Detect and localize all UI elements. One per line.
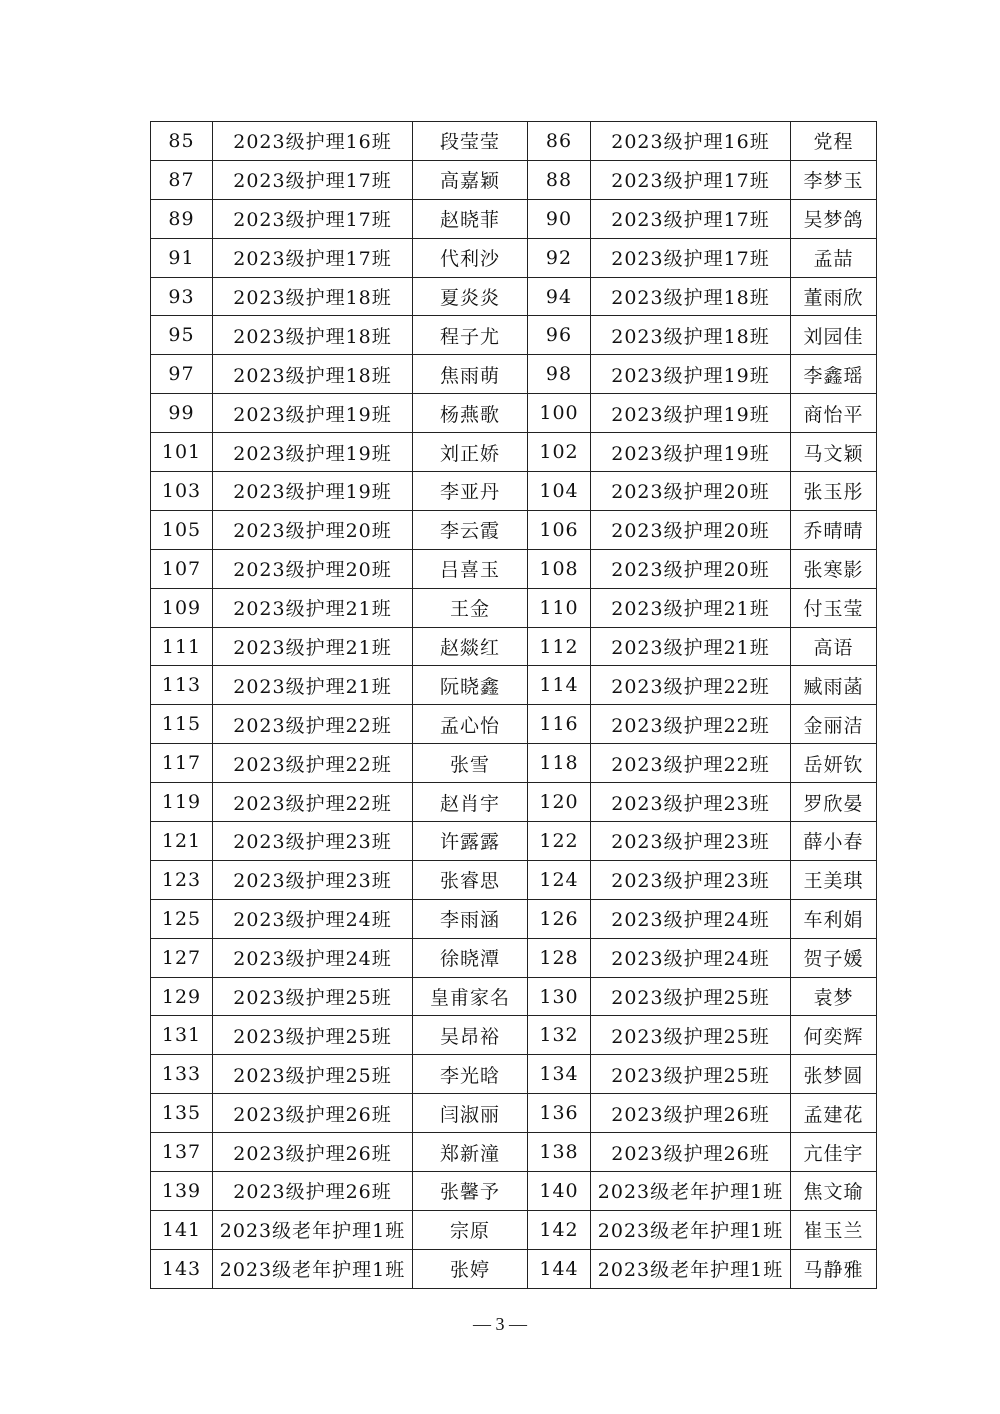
student-name-cell: 袁梦	[791, 977, 877, 1016]
serial-number-cell: 123	[151, 860, 213, 899]
student-name-cell: 王金	[413, 588, 528, 627]
class-cell: 2023级护理17班	[591, 238, 791, 277]
table-row	[151, 1055, 877, 1094]
class-cell: 2023级老年护理1班	[591, 1172, 791, 1211]
table-row	[151, 627, 877, 666]
serial-number-cell: 115	[151, 705, 213, 744]
student-name-cell: 赵燚红	[413, 627, 528, 666]
serial-number-cell: 126	[528, 899, 591, 938]
class-cell: 2023级护理25班	[213, 1055, 413, 1094]
serial-number-cell: 131	[151, 1016, 213, 1055]
class-cell: 2023级护理21班	[213, 588, 413, 627]
serial-number-cell: 114	[528, 666, 591, 705]
table-body	[151, 122, 877, 1289]
student-name-cell: 焦文瑜	[791, 1172, 877, 1211]
student-name-cell: 付玉莹	[791, 588, 877, 627]
class-cell: 2023级老年护理1班	[591, 1210, 791, 1249]
class-cell: 2023级护理23班	[213, 822, 413, 861]
serial-number-cell: 119	[151, 783, 213, 822]
serial-number-cell: 111	[151, 627, 213, 666]
student-name-cell: 郑新潼	[413, 1133, 528, 1172]
student-name-cell: 马静雅	[791, 1249, 877, 1288]
class-cell: 2023级护理24班	[213, 899, 413, 938]
class-cell: 2023级护理17班	[213, 199, 413, 238]
class-cell: 2023级老年护理1班	[213, 1210, 413, 1249]
class-cell: 2023级护理18班	[591, 277, 791, 316]
student-name-cell: 张梦圆	[791, 1055, 877, 1094]
class-cell: 2023级护理22班	[213, 744, 413, 783]
student-name-cell: 闫淑丽	[413, 1094, 528, 1133]
student-name-cell: 崔玉兰	[791, 1210, 877, 1249]
table-row	[151, 1249, 877, 1288]
serial-number-cell: 95	[151, 316, 213, 355]
student-name-cell: 张寒影	[791, 549, 877, 588]
table-row	[151, 355, 877, 394]
class-cell: 2023级护理18班	[213, 277, 413, 316]
class-cell: 2023级护理25班	[591, 1055, 791, 1094]
serial-number-cell: 121	[151, 822, 213, 861]
serial-number-cell: 106	[528, 510, 591, 549]
student-name-cell: 党程	[791, 122, 877, 161]
class-cell: 2023级护理20班	[591, 549, 791, 588]
table-row	[151, 238, 877, 277]
student-name-cell: 贺子媛	[791, 938, 877, 977]
student-name-cell: 张睿思	[413, 860, 528, 899]
class-cell: 2023级护理18班	[213, 355, 413, 394]
serial-number-cell: 104	[528, 472, 591, 511]
serial-number-cell: 142	[528, 1210, 591, 1249]
student-name-cell: 李亚丹	[413, 472, 528, 511]
serial-number-cell: 130	[528, 977, 591, 1016]
class-cell: 2023级护理26班	[213, 1172, 413, 1211]
serial-number-cell: 88	[528, 160, 591, 199]
table-row	[151, 705, 877, 744]
student-name-cell: 高嘉颖	[413, 160, 528, 199]
serial-number-cell: 90	[528, 199, 591, 238]
student-name-cell: 夏炎炎	[413, 277, 528, 316]
class-cell: 2023级护理20班	[213, 510, 413, 549]
table-row	[151, 666, 877, 705]
table-row	[151, 977, 877, 1016]
student-name-cell: 刘正娇	[413, 433, 528, 472]
serial-number-cell: 93	[151, 277, 213, 316]
table-row	[151, 510, 877, 549]
class-cell: 2023级护理19班	[591, 394, 791, 433]
class-cell: 2023级护理20班	[213, 549, 413, 588]
student-name-cell: 王美琪	[791, 860, 877, 899]
class-cell: 2023级护理22班	[213, 783, 413, 822]
table-row	[151, 899, 877, 938]
class-cell: 2023级护理16班	[591, 122, 791, 161]
serial-number-cell: 109	[151, 588, 213, 627]
class-cell: 2023级护理24班	[591, 938, 791, 977]
class-cell: 2023级护理17班	[591, 160, 791, 199]
student-name-cell: 车利娟	[791, 899, 877, 938]
student-name-cell: 吴梦鸽	[791, 199, 877, 238]
student-name-cell: 孟喆	[791, 238, 877, 277]
serial-number-cell: 89	[151, 199, 213, 238]
table-row	[151, 860, 877, 899]
student-name-cell: 张玉彤	[791, 472, 877, 511]
serial-number-cell: 124	[528, 860, 591, 899]
student-name-cell: 程子尤	[413, 316, 528, 355]
serial-number-cell: 127	[151, 938, 213, 977]
class-cell: 2023级护理24班	[213, 938, 413, 977]
student-name-cell: 杨燕歌	[413, 394, 528, 433]
class-cell: 2023级护理22班	[591, 744, 791, 783]
student-name-cell: 孟心怡	[413, 705, 528, 744]
serial-number-cell: 86	[528, 122, 591, 161]
table-row	[151, 199, 877, 238]
table-row	[151, 316, 877, 355]
class-cell: 2023级护理23班	[591, 860, 791, 899]
student-list-table	[150, 121, 877, 1289]
class-cell: 2023级护理26班	[591, 1094, 791, 1133]
serial-number-cell: 144	[528, 1249, 591, 1288]
table-row	[151, 433, 877, 472]
class-cell: 2023级护理19班	[591, 433, 791, 472]
class-cell: 2023级护理22班	[591, 705, 791, 744]
student-name-cell: 岳妍钦	[791, 744, 877, 783]
serial-number-cell: 96	[528, 316, 591, 355]
serial-number-cell: 134	[528, 1055, 591, 1094]
serial-number-cell: 138	[528, 1133, 591, 1172]
class-cell: 2023级护理22班	[213, 705, 413, 744]
table-row	[151, 394, 877, 433]
table-row	[151, 277, 877, 316]
serial-number-cell: 102	[528, 433, 591, 472]
class-cell: 2023级护理20班	[591, 472, 791, 511]
student-name-cell: 商怡平	[791, 394, 877, 433]
class-cell: 2023级护理22班	[591, 666, 791, 705]
student-name-cell: 皇甫家名	[413, 977, 528, 1016]
serial-number-cell: 112	[528, 627, 591, 666]
class-cell: 2023级护理21班	[213, 666, 413, 705]
class-cell: 2023级护理18班	[591, 316, 791, 355]
student-name-cell: 薛小春	[791, 822, 877, 861]
serial-number-cell: 132	[528, 1016, 591, 1055]
class-cell: 2023级护理21班	[591, 627, 791, 666]
class-cell: 2023级护理19班	[213, 394, 413, 433]
student-name-cell: 乔晴晴	[791, 510, 877, 549]
class-cell: 2023级护理18班	[213, 316, 413, 355]
student-name-cell: 董雨欣	[791, 277, 877, 316]
student-name-cell: 吕喜玉	[413, 549, 528, 588]
student-name-cell: 张雪	[413, 744, 528, 783]
class-cell: 2023级护理17班	[213, 160, 413, 199]
table-row	[151, 122, 877, 161]
serial-number-cell: 97	[151, 355, 213, 394]
serial-number-cell: 85	[151, 122, 213, 161]
serial-number-cell: 122	[528, 822, 591, 861]
student-name-cell: 刘园佳	[791, 316, 877, 355]
serial-number-cell: 135	[151, 1094, 213, 1133]
class-cell: 2023级护理21班	[213, 627, 413, 666]
serial-number-cell: 117	[151, 744, 213, 783]
serial-number-cell: 92	[528, 238, 591, 277]
serial-number-cell: 107	[151, 549, 213, 588]
serial-number-cell: 116	[528, 705, 591, 744]
student-name-cell: 吴昂裕	[413, 1016, 528, 1055]
serial-number-cell: 139	[151, 1172, 213, 1211]
table-row	[151, 549, 877, 588]
class-cell: 2023级护理25班	[591, 977, 791, 1016]
class-cell: 2023级护理25班	[213, 977, 413, 1016]
table-row	[151, 1172, 877, 1211]
student-name-cell: 亢佳宇	[791, 1133, 877, 1172]
class-cell: 2023级护理23班	[213, 860, 413, 899]
class-cell: 2023级护理19班	[213, 472, 413, 511]
serial-number-cell: 105	[151, 510, 213, 549]
table-row	[151, 1210, 877, 1249]
student-name-cell: 焦雨萌	[413, 355, 528, 394]
table-row	[151, 744, 877, 783]
class-cell: 2023级护理23班	[591, 822, 791, 861]
student-name-cell: 高语	[791, 627, 877, 666]
table-row	[151, 783, 877, 822]
class-cell: 2023级护理26班	[213, 1094, 413, 1133]
student-name-cell: 许露露	[413, 822, 528, 861]
table-row	[151, 472, 877, 511]
table-row	[151, 822, 877, 861]
serial-number-cell: 99	[151, 394, 213, 433]
student-name-cell: 赵肖宇	[413, 783, 528, 822]
student-name-cell: 宗原	[413, 1210, 528, 1249]
student-name-cell: 臧雨菡	[791, 666, 877, 705]
student-name-cell: 孟建花	[791, 1094, 877, 1133]
serial-number-cell: 98	[528, 355, 591, 394]
student-name-cell: 阮晓鑫	[413, 666, 528, 705]
student-name-cell: 代利沙	[413, 238, 528, 277]
student-name-cell: 马文颖	[791, 433, 877, 472]
serial-number-cell: 141	[151, 1210, 213, 1249]
class-cell: 2023级护理25班	[591, 1016, 791, 1055]
student-name-cell: 罗欣晏	[791, 783, 877, 822]
student-name-cell: 赵晓菲	[413, 199, 528, 238]
serial-number-cell: 133	[151, 1055, 213, 1094]
class-cell: 2023级护理17班	[213, 238, 413, 277]
serial-number-cell: 125	[151, 899, 213, 938]
serial-number-cell: 103	[151, 472, 213, 511]
student-name-cell: 徐晓潭	[413, 938, 528, 977]
class-cell: 2023级护理19班	[591, 355, 791, 394]
class-cell: 2023级护理16班	[213, 122, 413, 161]
class-cell: 2023级老年护理1班	[213, 1249, 413, 1288]
table-row	[151, 588, 877, 627]
serial-number-cell: 129	[151, 977, 213, 1016]
class-cell: 2023级护理23班	[591, 783, 791, 822]
class-cell: 2023级老年护理1班	[591, 1249, 791, 1288]
table-row	[151, 160, 877, 199]
serial-number-cell: 113	[151, 666, 213, 705]
serial-number-cell: 120	[528, 783, 591, 822]
table-row	[151, 938, 877, 977]
class-cell: 2023级护理19班	[213, 433, 413, 472]
student-name-cell: 李云霞	[413, 510, 528, 549]
serial-number-cell: 100	[528, 394, 591, 433]
table-row	[151, 1094, 877, 1133]
serial-number-cell: 87	[151, 160, 213, 199]
class-cell: 2023级护理20班	[591, 510, 791, 549]
serial-number-cell: 137	[151, 1133, 213, 1172]
serial-number-cell: 110	[528, 588, 591, 627]
class-cell: 2023级护理17班	[591, 199, 791, 238]
page-number: — 3 —	[473, 1314, 527, 1334]
serial-number-cell: 128	[528, 938, 591, 977]
class-cell: 2023级护理25班	[213, 1016, 413, 1055]
student-name-cell: 段莹莹	[413, 122, 528, 161]
student-name-cell: 李梦玉	[791, 160, 877, 199]
serial-number-cell: 136	[528, 1094, 591, 1133]
serial-number-cell: 94	[528, 277, 591, 316]
table-row	[151, 1133, 877, 1172]
serial-number-cell: 143	[151, 1249, 213, 1288]
class-cell: 2023级护理26班	[591, 1133, 791, 1172]
student-name-cell: 金丽洁	[791, 705, 877, 744]
serial-number-cell: 101	[151, 433, 213, 472]
class-cell: 2023级护理24班	[591, 899, 791, 938]
serial-number-cell: 108	[528, 549, 591, 588]
table-row	[151, 1016, 877, 1055]
serial-number-cell: 140	[528, 1172, 591, 1211]
student-name-cell: 李鑫瑶	[791, 355, 877, 394]
student-name-cell: 李雨涵	[413, 899, 528, 938]
class-cell: 2023级护理21班	[591, 588, 791, 627]
student-name-cell: 李光晗	[413, 1055, 528, 1094]
student-name-cell: 张婷	[413, 1249, 528, 1288]
class-cell: 2023级护理26班	[213, 1133, 413, 1172]
serial-number-cell: 118	[528, 744, 591, 783]
student-name-cell: 何奕辉	[791, 1016, 877, 1055]
serial-number-cell: 91	[151, 238, 213, 277]
student-name-cell: 张馨予	[413, 1172, 528, 1211]
